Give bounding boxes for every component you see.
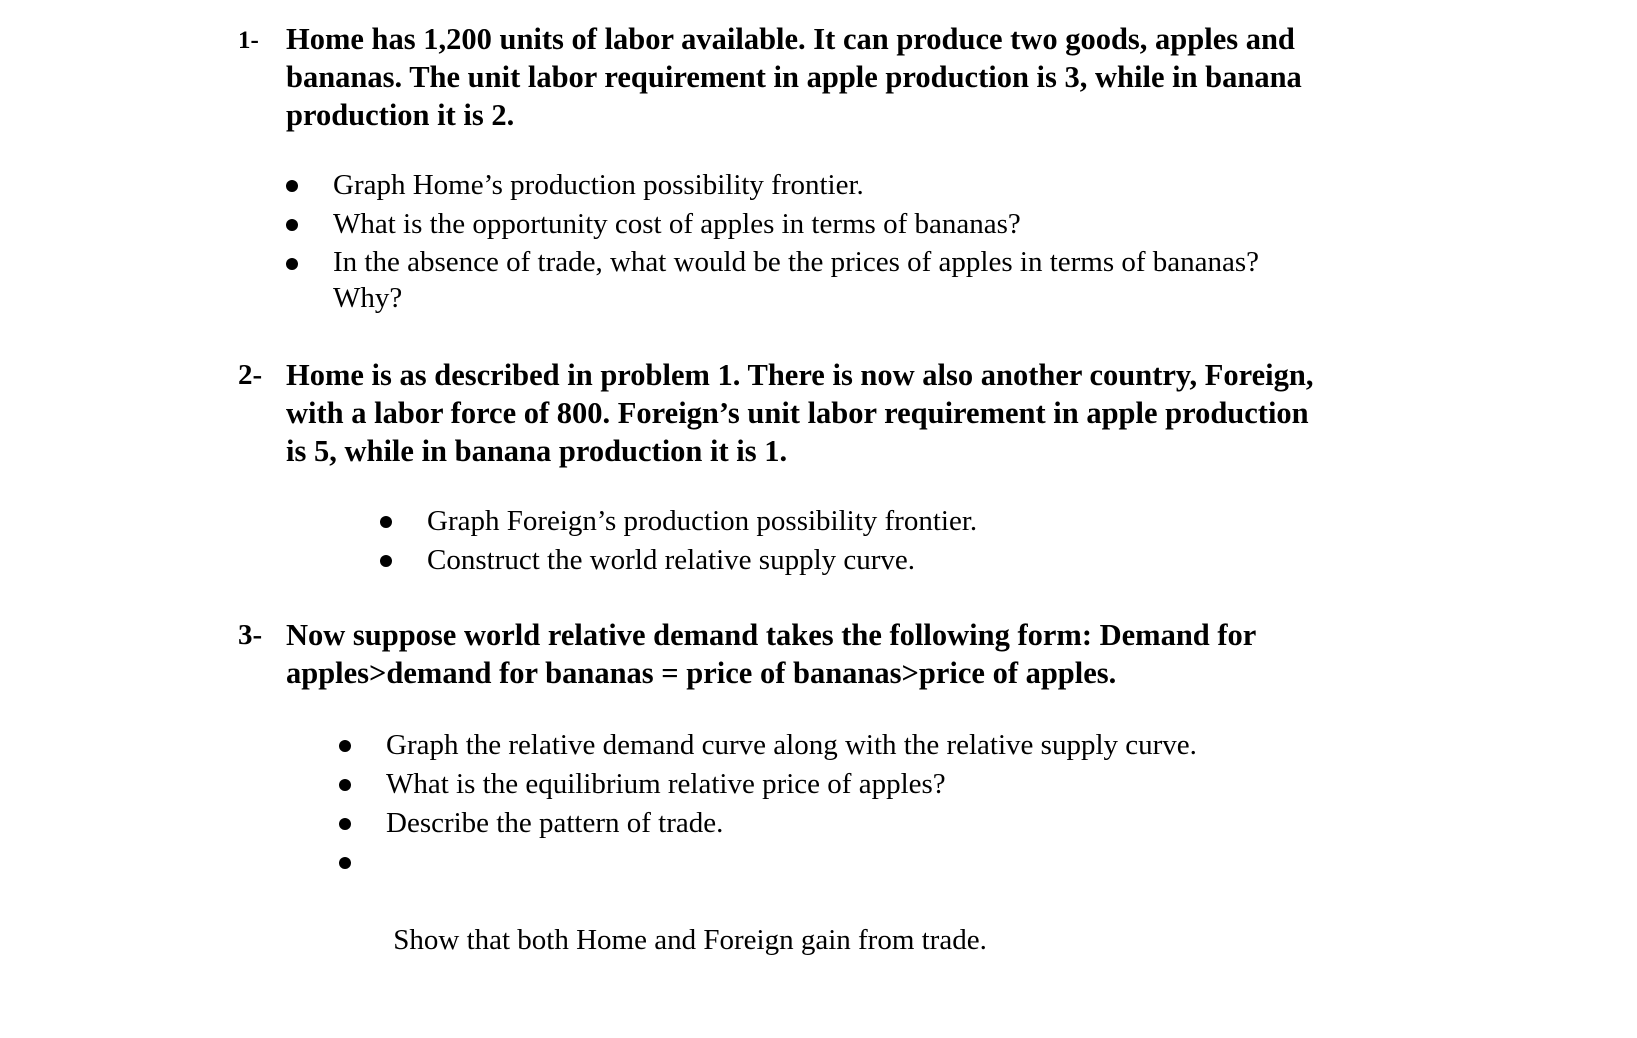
statement-line: with a labor force of 800. Foreign’s unit labor requirement in apple production — [286, 396, 1309, 430]
problem-number: 2- — [238, 359, 263, 391]
list-item — [380, 502, 977, 541]
statement-line: bananas. The unit labor requirement in apple production is 3, while in banana — [286, 60, 1302, 94]
statement-line: is 5, while in banana production it is 1. — [286, 434, 788, 468]
bullet-icon — [339, 818, 351, 830]
bullet-icon — [286, 258, 298, 270]
problem-number: 3- — [238, 619, 263, 651]
bullet-text: In the absence of trade, what would be the prices of apples in terms of bananas? — [333, 246, 1260, 278]
bullet-text: Graph the relative demand curve along with the relative supply curve. — [386, 729, 1197, 761]
bullet-icon — [286, 180, 298, 192]
bullet-list — [380, 502, 977, 580]
bullet-icon — [339, 779, 351, 791]
problem-statement — [286, 616, 1416, 692]
bullet-icon — [380, 516, 392, 528]
statement-line: apples>demand for bananas = price of bananas>price of apples. — [286, 656, 1117, 690]
bullet-text: Graph Foreign’s production possibility frontier. — [427, 505, 978, 537]
list-item — [380, 541, 977, 580]
bullet-text: Show that both Home and Foreign gain from trade. — [386, 924, 987, 956]
problem-statement — [286, 20, 1416, 134]
statement-line: Now suppose world relative demand takes the following form: Demand for — [286, 618, 1257, 652]
bullet-icon — [286, 219, 298, 231]
bullet-text: Why? — [333, 282, 403, 314]
list-item — [286, 205, 1259, 244]
bullet-text: What is the equilibrium relative price of apples? — [386, 768, 946, 800]
bullet-icon — [380, 555, 392, 567]
list-item — [339, 804, 1197, 843]
list-item — [339, 843, 1197, 1038]
list-item — [286, 244, 1259, 316]
bullet-text: Graph Home’s production possibility frontier. — [333, 169, 864, 201]
list-item — [339, 765, 1197, 804]
statement-line: Home has 1,200 units of labor available. It can produce two goods, apples and — [286, 22, 1295, 56]
bullet-icon — [339, 857, 351, 869]
problem-statement — [286, 356, 1416, 470]
problem-number: 1- — [238, 27, 259, 54]
bullet-text: Describe the pattern of trade. — [386, 807, 724, 839]
list-item — [339, 726, 1197, 765]
bullet-text: What is the opportunity cost of apples in terms of bananas? — [333, 208, 1021, 240]
bullet-text: Construct the world relative supply curve. — [427, 544, 916, 576]
bullet-list — [339, 726, 1197, 1038]
bullet-icon — [339, 740, 351, 752]
statement-line: production it is 2. — [286, 98, 515, 132]
statement-line: Home is as described in problem 1. There is now also another country, Foreign, — [286, 358, 1314, 392]
bullet-list — [286, 166, 1259, 316]
list-item — [286, 166, 1259, 205]
